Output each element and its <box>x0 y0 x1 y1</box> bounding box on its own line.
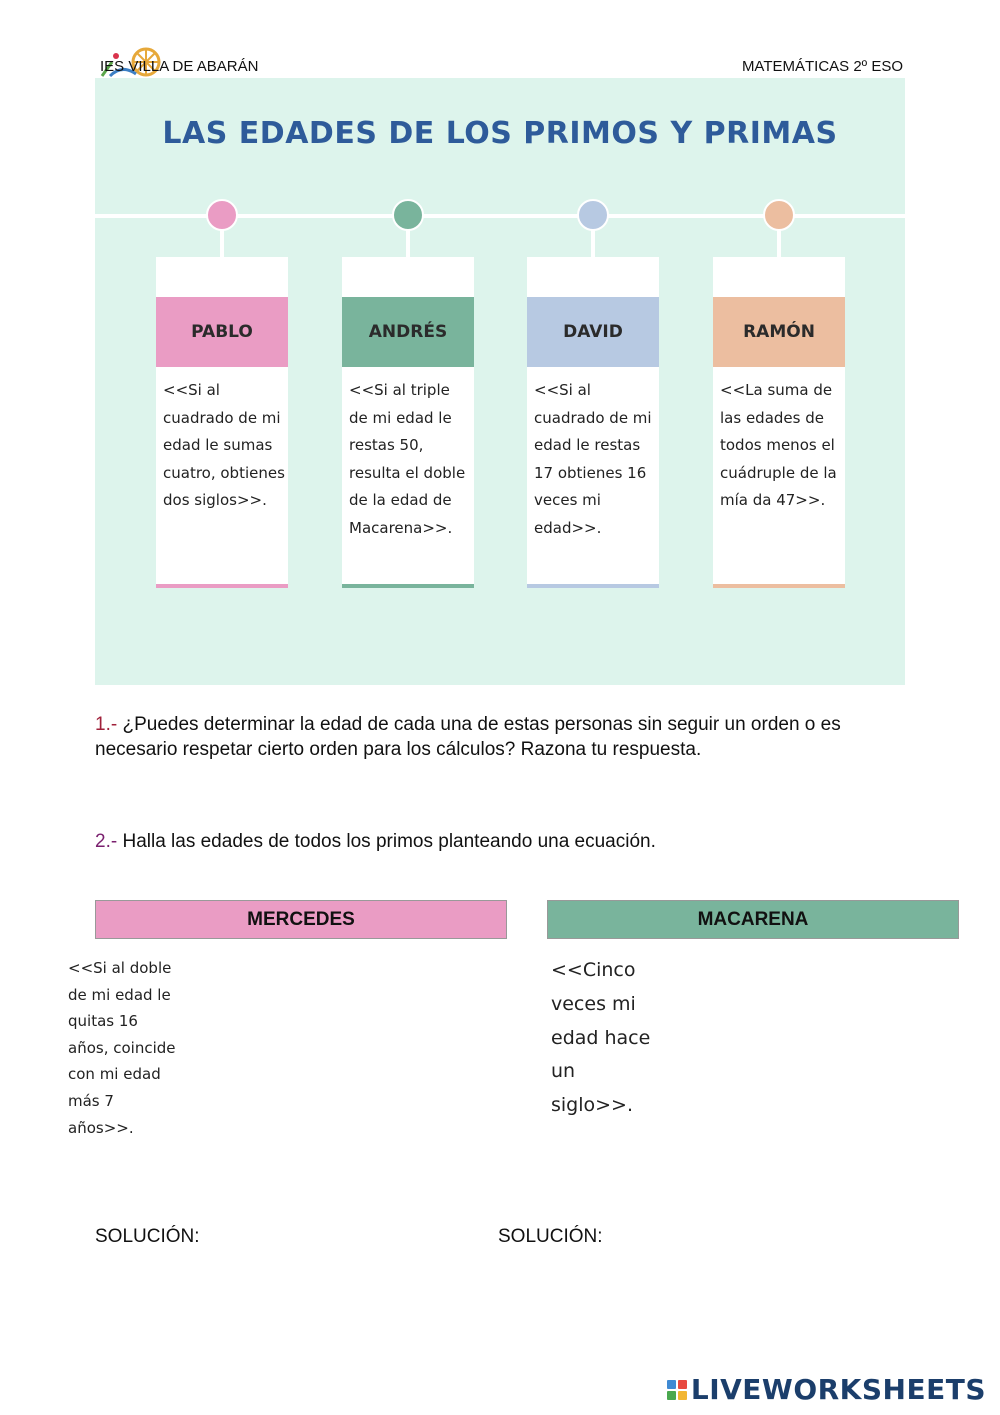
card-body <box>156 257 288 588</box>
mercedes-header: MERCEDES <box>95 900 507 939</box>
timeline-stem <box>591 229 595 257</box>
card-text: <<Si al cuadrado de mi edad le restas 17 obtienes 16 veces mi edad>>. <box>534 381 652 537</box>
card-body <box>527 257 659 588</box>
question-1-text: ¿Puedes determinar la edad de cada una de estas personas sin seguir un orden o es necesario respetar cierto orden para los cálculos? Razona tu respuesta. <box>95 714 841 760</box>
card-name: ANDRÉS <box>342 297 474 367</box>
macarena-header: MACARENA <box>547 900 959 939</box>
card-name: DAVID <box>527 297 659 367</box>
card-bottom-bar <box>156 584 288 588</box>
question-2-number: 2.- <box>95 831 118 852</box>
card-text: <<La suma de las edades de todos menos el cuádruple de la mía da 47>>. <box>720 381 837 509</box>
card-bottom-bar <box>527 584 659 588</box>
card-bottom-bar <box>342 584 474 588</box>
cousins-panel <box>95 78 905 685</box>
question-2-text: Halla las edades de todos los primos planteando una ecuación. <box>122 831 656 852</box>
timeline-dot <box>206 199 238 231</box>
solution-label-macarena: SOLUCIÓN: <box>498 1226 603 1247</box>
card-body <box>713 257 845 588</box>
panel-title: LAS EDADES DE LOS PRIMOS Y PRIMAS <box>162 116 838 151</box>
timeline-stem <box>406 229 410 257</box>
school-name: IES VILLA DE ABARÁN <box>100 58 259 75</box>
timeline-stem <box>220 229 224 257</box>
card-body <box>342 257 474 588</box>
liveworksheets-brand <box>667 1373 986 1406</box>
card-text: <<Si al cuadrado de mi edad le sumas cuatro, obtienes dos siglos>>. <box>163 381 285 509</box>
solution-label-mercedes: SOLUCIÓN: <box>95 1226 200 1247</box>
mercedes-quote: <<Si al doble de mi edad le quitas 16 años, coincide con mi edad más 7 años>>. <box>68 959 176 1137</box>
question-2 <box>95 829 905 854</box>
liveworksheets-logo-icon <box>667 1380 687 1400</box>
timeline-dot <box>763 199 795 231</box>
timeline-dot <box>392 199 424 231</box>
card-name: RAMÓN <box>713 297 845 367</box>
timeline-dot <box>577 199 609 231</box>
liveworksheets-wordmark: LIVEWORKSHEETS <box>690 1373 986 1406</box>
macarena-quote: <<Cinco veces mi edad hace un siglo>>. <box>551 959 651 1117</box>
card-text: <<Si al triple de mi edad le restas 50, resulta el doble de la edad de Macarena>>. <box>349 381 466 537</box>
subject-name: MATEMÁTICAS 2º ESO <box>741 58 903 75</box>
question-1-number: 1.- <box>95 714 118 735</box>
question-1 <box>95 712 905 762</box>
card-name: PABLO <box>156 297 288 367</box>
timeline-stem <box>777 229 781 257</box>
card-bottom-bar <box>713 584 845 588</box>
